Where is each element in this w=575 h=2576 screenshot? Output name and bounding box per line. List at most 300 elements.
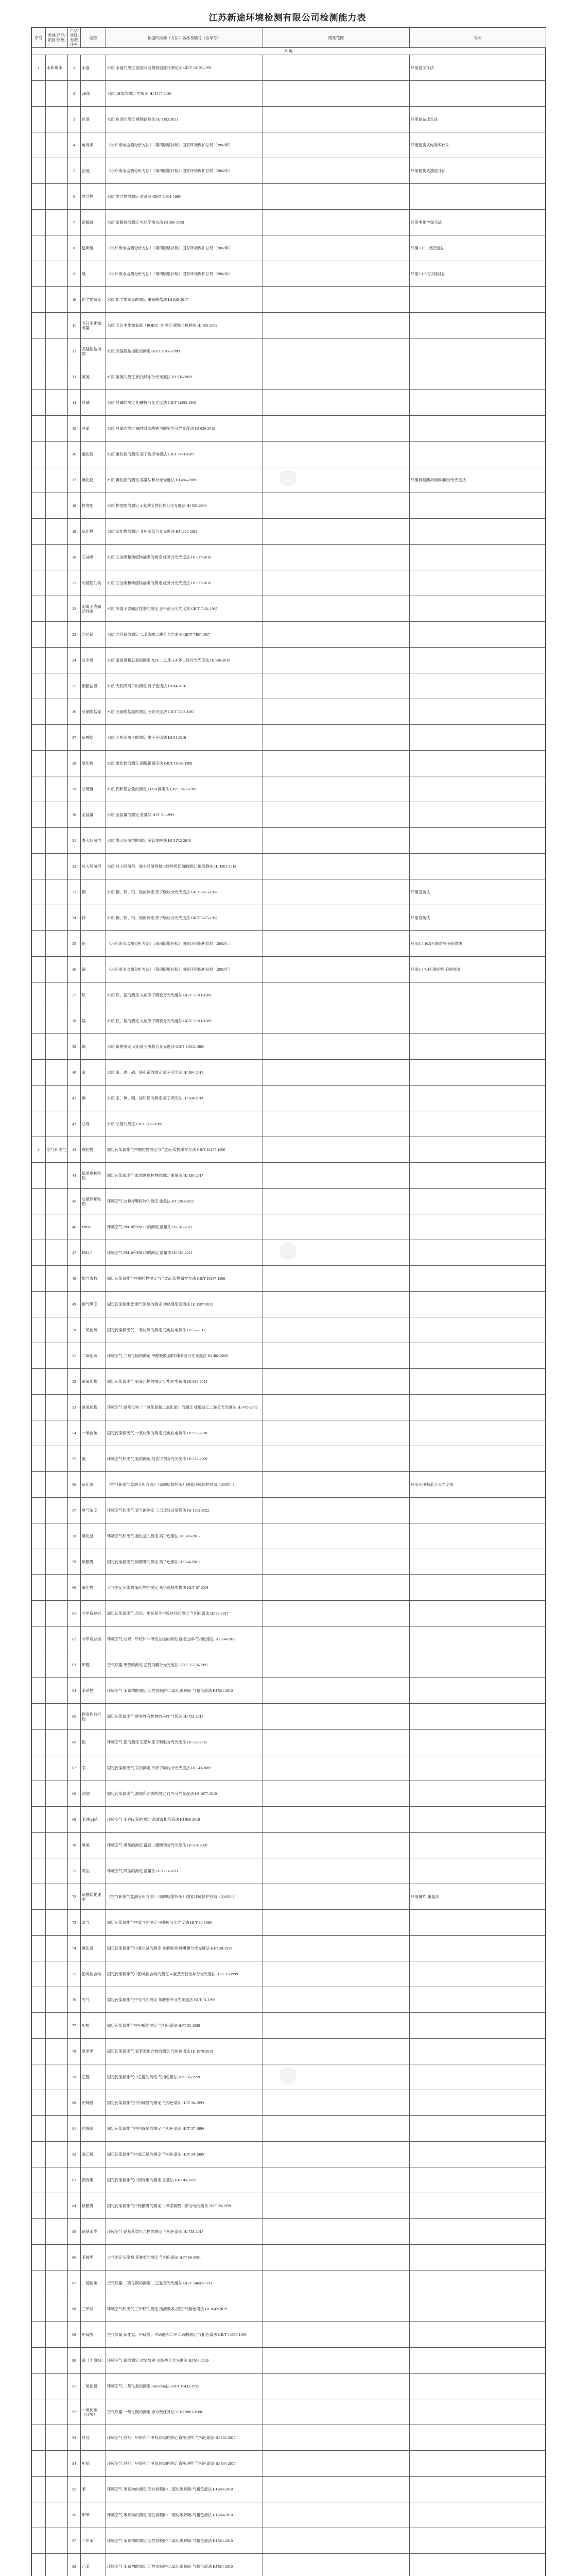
row-item-name: 五日生化需氧量 [81,313,106,338]
row-item-name: 一氧化碳 [81,1420,106,1446]
row-limit [263,776,410,802]
row-item-name: 甲烷 [81,2451,106,2477]
row-item-no: 11 [68,313,81,338]
section-label: 环境 [32,48,546,55]
table-row [32,2554,546,2576]
table-row [32,1137,546,1163]
row-note [410,1343,546,1369]
row-note [410,493,546,519]
row-limit [263,2528,410,2554]
row-item-name: 臭气浓度 [81,1498,106,1523]
row-item-no: 46 [68,1214,81,1240]
row-item-name: 氟化物 [81,442,106,467]
table-row [32,751,546,776]
row-item-no: 50 [68,1317,81,1343]
row-item-no: 36 [68,957,81,982]
row-standard: 水质 氨氮的测定 纳氏试剂分光光度法 HJ 535-2009 [106,364,263,390]
row-item-name: 总磷 [81,390,106,416]
row-limit [263,622,410,648]
row-no [32,1730,46,1755]
header-limit: 限制范围 [263,28,410,48]
row-standard: 水质 六价铬的测定 二苯碳酰二肼分光光度法 GB/T 7467-1987 [106,622,263,648]
table-row [32,596,546,622]
row-note [410,1163,546,1189]
row-category [46,184,68,210]
row-no [32,1601,46,1626]
row-item-name: 烟气黑度 [81,1292,106,1317]
row-item-name: 锰 [81,1008,106,1034]
row-item-name: 甲醇 [81,2013,106,2039]
table-row [32,184,546,210]
row-standard: 环境空气 总烃、甲烷和非甲烷总烃的测定 直接进样-气相色谱法 HJ 604-2017 [106,2451,263,2477]
row-note [410,982,546,1008]
row-limit [263,1807,410,1833]
row-no [32,1884,46,1910]
row-item-name: 高锰酸盐指数 [81,338,106,364]
table-row [32,828,546,854]
row-category [46,2502,68,2528]
table-row [32,1395,546,1420]
row-standard: 水质 总大肠菌群、粪大肠菌群和大肠埃希氏菌的测定 酶底物法 HJ 1001-2018 [106,854,263,879]
row-limit [263,1575,410,1601]
row-item-name: 硫酸盐 [81,725,106,751]
row-item-no: 98 [68,2554,81,2576]
row-item-no: 91 [68,2374,81,2399]
row-item-no: 41 [68,1086,81,1111]
row-standard: 固定污染源排气中乙醛的测定 气相色谱法 HJ/T 35-1999 [106,2064,263,2090]
row-item-no: 94 [68,2451,81,2477]
row-item-no: 90 [68,2348,81,2374]
row-no [32,596,46,622]
row-no [32,1111,46,1137]
row-item-no: 17 [68,467,81,493]
row-item-name: 二氧化硫 [81,1317,106,1343]
row-limit [263,1704,410,1730]
table-row [32,1730,546,1755]
table-row [32,2064,546,2090]
row-item-no: 89 [68,2322,81,2348]
row-category [46,648,68,673]
row-category [46,1652,68,1678]
row-category [46,1523,68,1549]
row-limit [263,2039,410,2064]
row-limit [263,2477,410,2502]
row-limit [263,1833,410,1858]
row-item-no: 65 [68,1704,81,1730]
row-item-name: 氯苯类 [81,2039,106,2064]
row-note [410,2090,546,2116]
row-category [46,2039,68,2064]
row-no [32,957,46,982]
row-category [46,1498,68,1523]
row-no [32,2322,46,2348]
row-no [32,1060,46,1086]
table-row [32,2477,546,2502]
row-no [32,699,46,725]
row-category [46,2270,68,2296]
row-no [32,2090,46,2116]
row-standard: 环境空气 硝基苯类化合物的测定 气相色谱法 HJ 738-2015 [106,2219,263,2245]
row-note: 只用电化学探头法 [410,210,546,235]
row-item-name: PM10 [81,1214,106,1240]
row-limit [263,338,410,364]
row-limit [263,854,410,879]
row-limit [263,879,410,905]
row-item-no: 9 [68,261,81,287]
row-standard: 水质 总铬的测定 GB/T 7466-1987 [106,1111,263,1137]
row-note [410,1626,546,1652]
table-row [32,287,546,313]
row-category [46,2167,68,2193]
row-category [46,2528,68,2554]
row-no [32,931,46,957]
row-item-no: 2 [68,81,81,107]
row-limit [263,1086,410,1111]
table-row [32,132,546,158]
table-row [32,1034,546,1060]
row-item-no: 35 [68,931,81,957]
row-no [32,570,46,596]
row-no [32,751,46,776]
row-item-no: 22 [68,596,81,622]
row-limit [263,1601,410,1626]
row-no [32,1446,46,1472]
row-note [410,2270,546,2296]
row-note [410,1858,546,1884]
row-item-no: 52 [68,1369,81,1395]
row-category [46,1472,68,1498]
row-note [410,751,546,776]
table-row [32,2296,546,2322]
row-limit [263,1755,410,1781]
row-limit [263,2451,410,2477]
row-limit [263,2090,410,2116]
row-no [32,313,46,338]
row-item-name: 铅 [81,1730,106,1755]
row-limit [263,596,410,622]
row-item-name: 粪大肠菌群 [81,828,106,854]
row-category [46,2219,68,2245]
row-no [32,2245,46,2270]
row-item-no: 80 [68,2090,81,2116]
row-standard: 水质 钙和镁总量的测定 EDTA滴定法 GB/T 7477-1987 [106,776,263,802]
row-item-name: 铜 [81,879,106,905]
row-no [32,982,46,1008]
row-category [46,1446,68,1472]
row-category [46,2245,68,2270]
table-row [32,1755,546,1781]
row-item-no: 32 [68,854,81,879]
row-note [410,2502,546,2528]
row-limit [263,2219,410,2245]
row-limit [263,982,410,1008]
row-item-no: 54 [68,1420,81,1446]
row-limit [263,1137,410,1163]
row-category [46,1292,68,1317]
row-standard: 水质 悬浮物的测定 重量法 GB/T 11901-1989 [106,184,263,210]
row-note [410,2167,546,2193]
row-item-no: 71 [68,1858,81,1884]
row-item-no: 57 [68,1498,81,1523]
header-item-name: 名称 [81,28,106,48]
table-row [32,2219,546,2245]
row-note [410,519,546,545]
row-item-no: 72 [68,1884,81,1910]
table-row [32,854,546,879]
row-standard: 水质 石油类和动植物油类的测定 红外分光光度法 HJ 637-2018 [106,570,263,596]
row-limit [263,1240,410,1266]
row-category [46,1549,68,1575]
row-standard: 空气质量 硫化氢、甲硫醇、甲硫醚和二甲二硫的测定 气相色谱法 GB/T 14678-1993 [106,2322,263,2348]
row-item-no: 84 [68,2193,81,2219]
row-item-name: 氨 [81,1446,106,1472]
row-item-name: 二氧化氮 [81,2374,106,2399]
row-item-name: 氮氧化物 [81,1369,106,1395]
row-item-no: 37 [68,982,81,1008]
row-no [32,107,46,132]
row-no [32,2142,46,2167]
row-item-name: 丙烯醛 [81,2090,106,2116]
row-limit [263,828,410,854]
row-limit [263,1446,410,1472]
row-item-name: 苯系物 [81,1678,106,1704]
table-row [32,364,546,390]
table-row [32,2193,546,2219]
table-row [32,1343,546,1369]
row-note [410,2374,546,2399]
row-item-name: 氟化物 [81,1575,106,1601]
row-item-no: 42 [68,1111,81,1137]
row-no [32,1472,46,1498]
row-limit [263,2554,410,2576]
row-item-no: 96 [68,2502,81,2528]
row-note [410,1266,546,1292]
row-limit [263,2399,410,2425]
row-standard: 水质 镍的测定 火焰原子吸收分光光度法 GB/T 11912-1989 [106,1034,263,1060]
row-item-no: 49 [68,1292,81,1317]
table-row [32,1987,546,2013]
row-no [32,2167,46,2193]
row-item-no: 86 [68,2245,81,2270]
row-item-no: 16 [68,442,81,467]
row-note [410,1240,546,1266]
table-row [32,699,546,725]
row-category [46,493,68,519]
row-item-name: PM2.5 [81,1240,106,1266]
table-row [32,2245,546,2270]
table-row [32,879,546,905]
row-note [410,2142,546,2167]
table-row [32,905,546,931]
row-no: 1 [32,55,46,81]
row-standard: 《空气和废气监测分析方法》（第四版增补版）国家环境保护总局（2003年） [106,1472,263,1498]
row-note [410,854,546,879]
row-standard: 固定污染源废气 二氧化硫的测定 定电位电解法 HJ 57-2017 [106,1317,263,1343]
row-note [410,673,546,699]
row-category [46,1936,68,1961]
row-no [32,1395,46,1420]
table-row [32,55,546,81]
table-row [32,2142,546,2167]
row-note [410,2116,546,2142]
row-item-no: 1 [68,55,81,81]
row-no [32,1575,46,1601]
row-note [410,2296,546,2322]
row-standard: 空气质量 二硫化碳的测定 二乙胺分光光度法 GB/T 14680-1993 [106,2270,263,2296]
row-item-no: 45 [68,1189,81,1214]
row-no [32,2039,46,2064]
row-standard: 水质 粪大肠菌群的测定 多管发酵法 HJ 347.2-2018 [106,828,263,854]
row-standard: 《水和废水监测分析方法》（第四版增补版）国家环境保护总局（2002年） [106,132,263,158]
row-limit [263,1730,410,1755]
row-standard: 固定污染源排气中颗粒物测定与气态污染物采样方法 GB/T 16157-1996 [106,1137,263,1163]
row-standard: 固定污染源排气中铬酸雾的测定 二苯基碳酰二肼分光光度法 HJ/T 29-1999 [106,2193,263,2219]
row-item-name: 铬酸雾 [81,2193,106,2219]
row-category [46,1060,68,1086]
row-standard: 《水和废水监测分析方法》（第四版增补版）国家环境保护总局（2002年） [106,261,263,287]
row-standard: 水质 总磷的测定 钼酸铵分光光度法 GB/T 11893-1989 [106,390,263,416]
row-item-name: 总大肠菌群 [81,854,106,879]
row-category [46,519,68,545]
table-row [32,1060,546,1086]
row-limit [263,2013,410,2039]
table-row [32,519,546,545]
table-row [32,2090,546,2116]
row-category [46,107,68,132]
row-category [46,1910,68,1936]
row-item-no: 29 [68,776,81,802]
row-note: 只用3.4.7.4石墨炉原子吸收法 [410,957,546,982]
row-item-no: 28 [68,751,81,776]
row-note: 只用温度计法 [410,55,546,81]
row-note [410,725,546,751]
row-note: 只用直接法 [410,905,546,931]
row-category [46,1395,68,1420]
row-category [46,1240,68,1266]
row-item-no: 19 [68,519,81,545]
table-row [32,1910,546,1936]
row-category [46,2451,68,2477]
table-row [32,1961,546,1987]
row-item-no: 97 [68,2528,81,2554]
row-item-name: 镉 [81,957,106,982]
row-item-no: 82 [68,2142,81,2167]
row-standard: 水质 溶解氧的测定 电化学探头法 HJ 506-2009 [106,210,263,235]
row-category [46,1601,68,1626]
row-standard: 环境空气 总烃、甲烷和非甲烷总烃的测定 直接进样-气相色谱法 HJ 604-2017 [106,2425,263,2451]
row-item-name: 铅 [81,931,106,957]
row-category [46,1214,68,1240]
header-standard: 依据的标准（方法）名称及编号（含年号） [106,28,263,48]
row-limit [263,442,410,467]
row-note [410,338,546,364]
row-item-name: 氨（无组织） [81,2348,106,2374]
row-note [410,2219,546,2245]
row-no [32,1163,46,1189]
table-row [32,1704,546,1730]
row-standard: 环境空气 二氧化氮的测定 Saltzman法 GB/T 15435-1995 [106,2374,263,2399]
row-limit [263,1498,410,1523]
row-item-no: 15 [68,416,81,442]
table-row [32,1214,546,1240]
row-category [46,1858,68,1884]
row-item-name: 全盐量 [81,802,106,828]
row-no [32,802,46,828]
row-no [32,1910,46,1936]
row-note: 只用异烟酸-吡唑啉酮分光光度法 [410,467,546,493]
row-category [46,596,68,622]
row-standard: 水质 亚硝酸盐氮的测定 分光光度法 GB/T 7493-1987 [106,699,263,725]
row-no [32,493,46,519]
row-note: 只用亚甲基蓝分光光度法 [410,1472,546,1498]
row-standard: 水质 氟化物的测定 离子选择电极法 GB/T 7484-1987 [106,442,263,467]
row-note [410,545,546,570]
row-no [32,390,46,416]
row-limit [263,648,410,673]
row-item-name: 动植物油类 [81,570,106,596]
row-standard: 大气固定污染源 苯胺类的测定 气相色谱法 HJ/T 68-2001 [106,2245,263,2270]
table-row [32,570,546,596]
row-item-no: 78 [68,2039,81,2064]
row-item-no: 30 [68,802,81,828]
row-category [46,2399,68,2425]
row-standard: 《空气和废气监测分析方法》（第四版增补版）国家环境保护总局（2003年） [106,1884,263,1910]
row-category [46,2425,68,2451]
table-row [32,622,546,648]
table-row [32,1240,546,1266]
row-item-no: 68 [68,1781,81,1807]
row-note [410,1549,546,1575]
row-limit [263,1395,410,1420]
row-standard: 环境空气 二氧化硫的测定 甲醛吸收-副玫瑰苯胺分光光度法 HJ 482-2009 [106,1343,263,1369]
row-category [46,210,68,235]
row-limit [263,2245,410,2270]
row-category [46,1961,68,1987]
row-standard: 固定污染源废气 总烃、甲烷和非甲烷总烃的测定 气相色谱法 HJ 38-2017 [106,1601,263,1626]
row-item-name: 氰化物 [81,467,106,493]
row-limit [263,519,410,545]
row-standard: 水质 铜、锌、铅、镉的测定 原子吸收分光光度法 GB/T 7475-1987 [106,905,263,931]
table-row [32,1601,546,1626]
row-item-no: 79 [68,2064,81,2090]
row-limit [263,1163,410,1189]
row-category [46,2477,68,2502]
row-category: 空气和废气 [46,1137,68,1163]
row-note [410,622,546,648]
row-note [410,1498,546,1523]
row-note [410,648,546,673]
row-item-no: 27 [68,725,81,751]
row-category [46,2142,68,2167]
row-no [32,184,46,210]
row-category [46,261,68,287]
row-item-name: 三甲胺 [81,2296,106,2322]
row-item-name: 非甲烷总烃 [81,1626,106,1652]
capability-table-sheet [31,27,546,2576]
row-item-name: 二硫化碳 [81,2270,106,2296]
row-limit [263,364,410,390]
table-row [32,1626,546,1652]
row-limit [263,2322,410,2348]
row-item-name: 油烟 [81,1781,106,1807]
row-item-name: 硫化氢 [81,1472,106,1498]
row-note [410,2245,546,2270]
row-limit [263,287,410,313]
row-limit [263,1060,410,1086]
row-item-name: 硝基苯类 [81,2219,106,2245]
row-limit [263,1266,410,1292]
table-row [32,1781,546,1807]
